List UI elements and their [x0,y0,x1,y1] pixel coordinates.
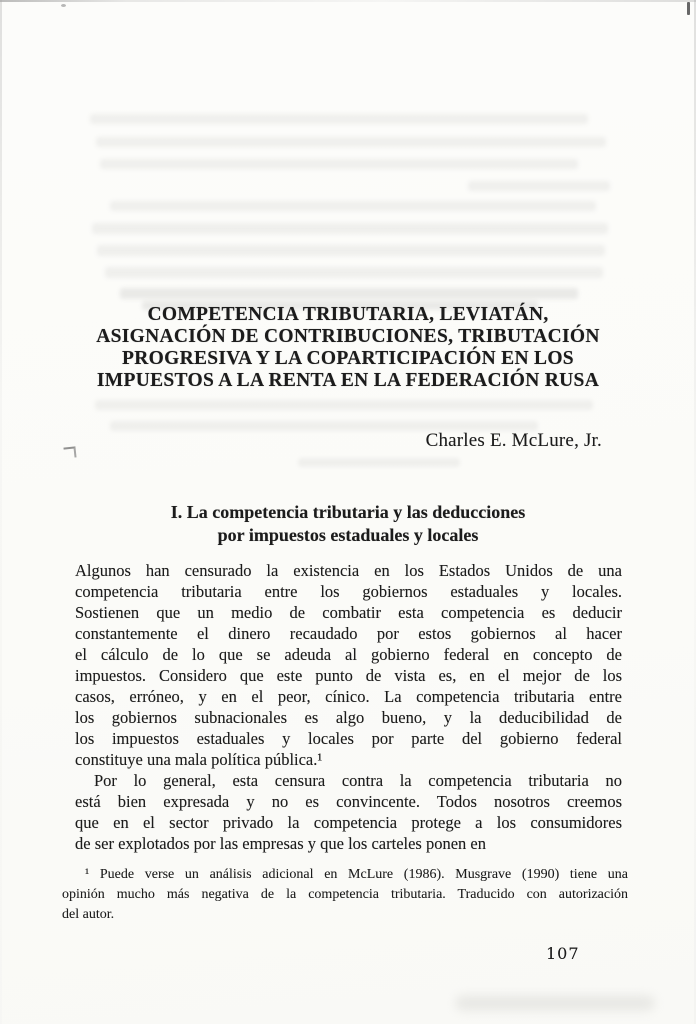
page-top-edge [0,0,696,2]
body-text-line: constantemente el dinero recaudado por estos gobiernos al hacer [75,624,622,643]
bleedthrough-line [90,114,588,124]
body-text-line: Por lo general, esta censura contra la competencia tributaria no [94,771,622,790]
bleedthrough-line [468,181,610,191]
body-text [75,560,622,854]
ink-speck [61,4,66,7]
stray-pen-mark [63,446,76,458]
article-title-line: COMPETENCIA TRIBUTARIA, LEVIATÁN, [147,304,549,325]
bleedthrough-line [105,267,603,278]
bleedthrough-line [92,223,608,234]
section-heading-line: I. La competencia tributaria y las deducciones [170,502,526,522]
body-text-line: Algunos han censurado la existencia en los Estados Unidos de una [75,561,622,580]
footnote-line: ¹ Puede verse un análisis adicional en McLure (1986). Musgrave (1990) tiene una [85,867,628,882]
footnote [62,865,628,925]
bleedthrough-line [97,245,605,256]
body-text-line: constituye una mala política pública.¹ [75,750,323,769]
page-number: 107 [546,944,580,963]
body-text-line: Sostienen que un medio de combatir esta competencia es deducir [75,603,622,622]
body-text-line: casos, erróneo, y en el peor, cínico. La competencia tributaria entre [75,687,622,706]
body-text-line: que en el sector privado la competencia protege a los consumidores [75,813,622,832]
body-text-line: competencia tributaria entre los gobiernos estaduales y locales. [75,582,622,601]
bleedthrough-line [298,458,460,467]
page-left-edge [0,0,2,1024]
body-text-line: está bien expresada y no es convincente. Todos nosotros creemos [75,792,622,811]
body-text-line: los impuestos estaduales y locales por parte del gobierno federal [75,729,622,748]
body-text-line: el cálculo de lo que se adeuda al gobierno federal en concepto de [75,645,622,664]
corner-scan-mark [687,2,690,15]
bleedthrough-line [110,201,596,211]
section-heading [60,501,636,547]
article-title-line: ASIGNACIÓN DE CONTRIBUCIONES, TRIBUTACIÓN [96,326,600,347]
article-title-line: PROGRESIVA Y LA COPARTICIPACIÓN EN LOS [122,348,574,369]
footnote-line: del autor. [62,907,115,922]
article-title [60,304,636,392]
bleedthrough-line [120,288,578,299]
article-title-line: IMPUESTOS A LA RENTA EN LA FEDERACIÓN RUSA [96,370,600,391]
footnote-line: opinión mucho más negativa de la competencia tributaria. Traducido con autorización [62,887,628,902]
body-text-line: impuestos. Considero que este punto de vista es, en el mejor de los [75,666,622,685]
body-text-line: de ser explotados por las empresas y que los carteles ponen en [75,834,486,853]
author-byline: Charles E. McLure, Jr. [425,430,602,451]
bottom-smudge [455,995,655,1011]
body-text-line: los gobiernos subnacionales es algo bueno, y la deducibilidad de [75,708,622,727]
bleedthrough-line [100,159,578,169]
bleedthrough-line [96,137,606,147]
bleedthrough-line [95,400,593,410]
section-heading-line: por impuestos estaduales y locales [217,525,479,545]
